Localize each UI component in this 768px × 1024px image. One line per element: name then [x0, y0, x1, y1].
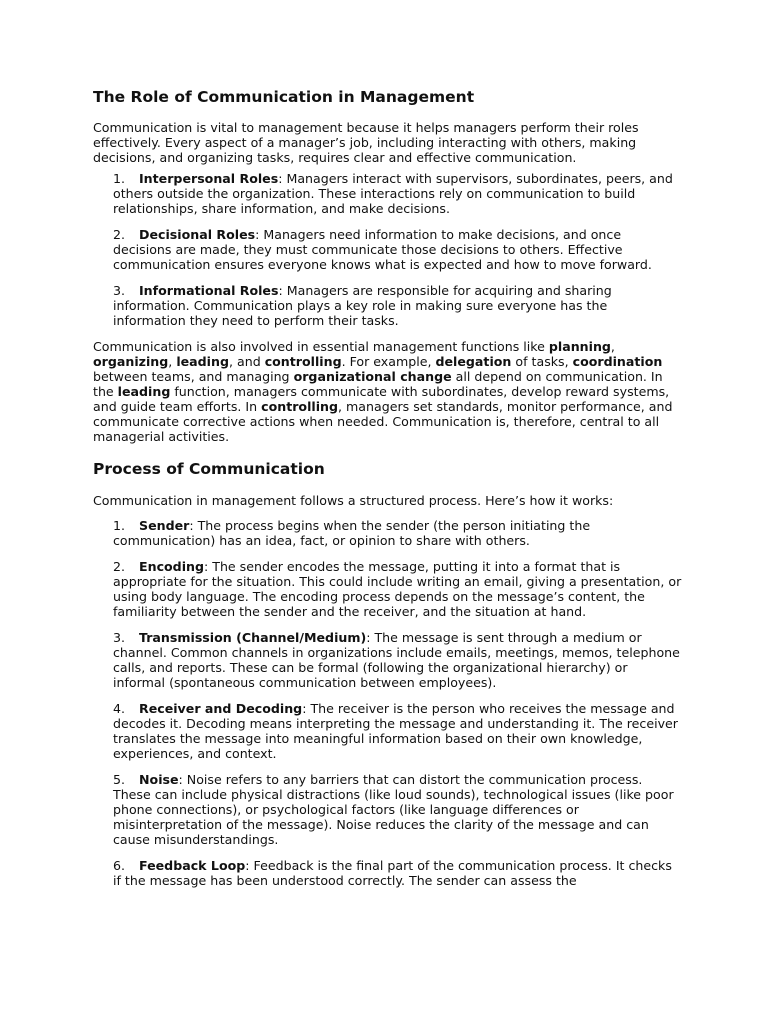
list-item-number: 1. — [113, 171, 126, 186]
list-item — [113, 171, 683, 216]
list-item-number: 3. — [113, 630, 126, 645]
list-item-text: : The message is sent through a medium or channel. Common channels in organizations include emails, meetings, memos, telephone calls, and reports. These can be formal (following the organizational hierarchy) or informal (spontaneous communication between employees). — [113, 630, 680, 690]
bold-term: leading — [176, 354, 229, 369]
list-item-number: 1. — [113, 518, 126, 533]
list-item-text: : Managers interact with supervisors, subordinates, peers, and others outside the organization. These interactions rely on communication to build relationships, share information, and make decisions. — [113, 171, 673, 216]
list-item — [113, 559, 683, 619]
text-run: function, managers communicate with subordinates, develop reward systems, and guide team efforts. In — [93, 384, 670, 414]
bold-term: coordination — [572, 354, 663, 369]
text-run: , and — [228, 354, 265, 369]
text-run: of tasks, — [511, 354, 573, 369]
list-item-text: : The sender encodes the message, putting it into a format that is appropriate for the situation. This could include writing an email, giving a presentation, or using body language. The encoding process depends on the message’s content, the familiarity between the sender and the receiver, and the situation at hand. — [113, 559, 682, 619]
text-run: all depend on communication. In the — [93, 369, 663, 399]
text-run: . For example, — [341, 354, 436, 369]
text-run: , — [168, 354, 177, 369]
list-item-text: : Managers need information to make decisions, and once decisions are made, they must communicate those decisions to others. Effective communication ensures everyone knows what is expected and how to move forward. — [113, 227, 652, 272]
list-item-number: 2. — [113, 227, 126, 242]
list-item — [113, 518, 683, 548]
bold-term: planning — [548, 339, 611, 354]
list-item-text: : The receiver is the person who receives the message and decodes it. Decoding means interpreting the message and understanding it. The receiver translates the message into meaningful information based on their own knowledge, experiences, and context. — [113, 701, 678, 761]
list-item-text: : Feedback is the final part of the communication process. It checks if the message has been understood correctly. The sender can assess the — [113, 858, 672, 888]
list-item-number: 5. — [113, 772, 126, 787]
list-item-term: Decisional Roles — [139, 227, 256, 242]
list-item — [113, 701, 683, 761]
list-item-term: Informational Roles — [139, 283, 279, 298]
list-item-term: Noise — [139, 772, 179, 787]
list-item — [113, 858, 683, 888]
text-run: Communication is also involved in essential management functions like — [93, 339, 549, 354]
process-list — [93, 518, 683, 888]
document-page — [93, 86, 683, 888]
list-item — [113, 227, 683, 272]
list-item-number: 6. — [113, 858, 126, 873]
bold-term: controlling — [261, 399, 339, 414]
list-item-text: : Noise refers to any barriers that can distort the communication process. These can include physical distractions (like loud sounds), technological issues (like poor phone connections), or psychological factors (like language differences or misinterpretation of the message). Noise reduces the clarity of the message and can cause misunderstandings. — [113, 772, 674, 847]
text-run: between teams, and managing — [93, 369, 294, 384]
bold-term: delegation — [435, 354, 512, 369]
bold-term: organizational change — [293, 369, 452, 384]
bold-term: leading — [117, 384, 171, 399]
roles-list — [93, 171, 683, 328]
list-item-term: Interpersonal Roles — [139, 171, 279, 186]
list-item-text: : The process begins when the sender (the person initiating the communication) has an idea, fact, or opinion to share with others. — [113, 518, 591, 548]
list-item-term: Feedback Loop — [139, 858, 246, 873]
list-item — [113, 283, 683, 328]
list-item-number: 3. — [113, 283, 126, 298]
list-item-term: Transmission (Channel/Medium) — [139, 630, 367, 645]
intro-paragraph: Communication is vital to management because it helps managers perform their roles effectively. Every aspect of a manager’s job, including interacting with others, making decisions, and organizing tasks, requires clear and effective communication. — [93, 120, 639, 165]
section-heading-process: Process of Communication — [93, 460, 325, 478]
text-run: , managers set standards, monitor performance, and communicate corrective actions when needed. Communication is, therefore, central to all managerial activities. — [93, 399, 673, 444]
text-run: , — [610, 339, 615, 354]
bold-term: organizing — [93, 354, 169, 369]
section-heading-role: The Role of Communication in Management — [93, 88, 475, 106]
list-item-term: Encoding — [139, 559, 204, 574]
list-item-term: Receiver and Decoding — [139, 701, 303, 716]
list-item — [113, 630, 683, 690]
list-item — [113, 772, 683, 847]
process-intro-paragraph: Communication in management follows a structured process. Here’s how it works: — [93, 493, 614, 508]
list-item-text: : Managers are responsible for acquiring and sharing information. Communication plays a key role in making sure everyone has the information they need to perform their tasks. — [113, 283, 612, 328]
bold-term: controlling — [264, 354, 342, 369]
list-item-number: 4. — [113, 701, 126, 716]
list-item-term: Sender — [139, 518, 190, 533]
functions-paragraph — [93, 339, 683, 444]
list-item-number: 2. — [113, 559, 126, 574]
